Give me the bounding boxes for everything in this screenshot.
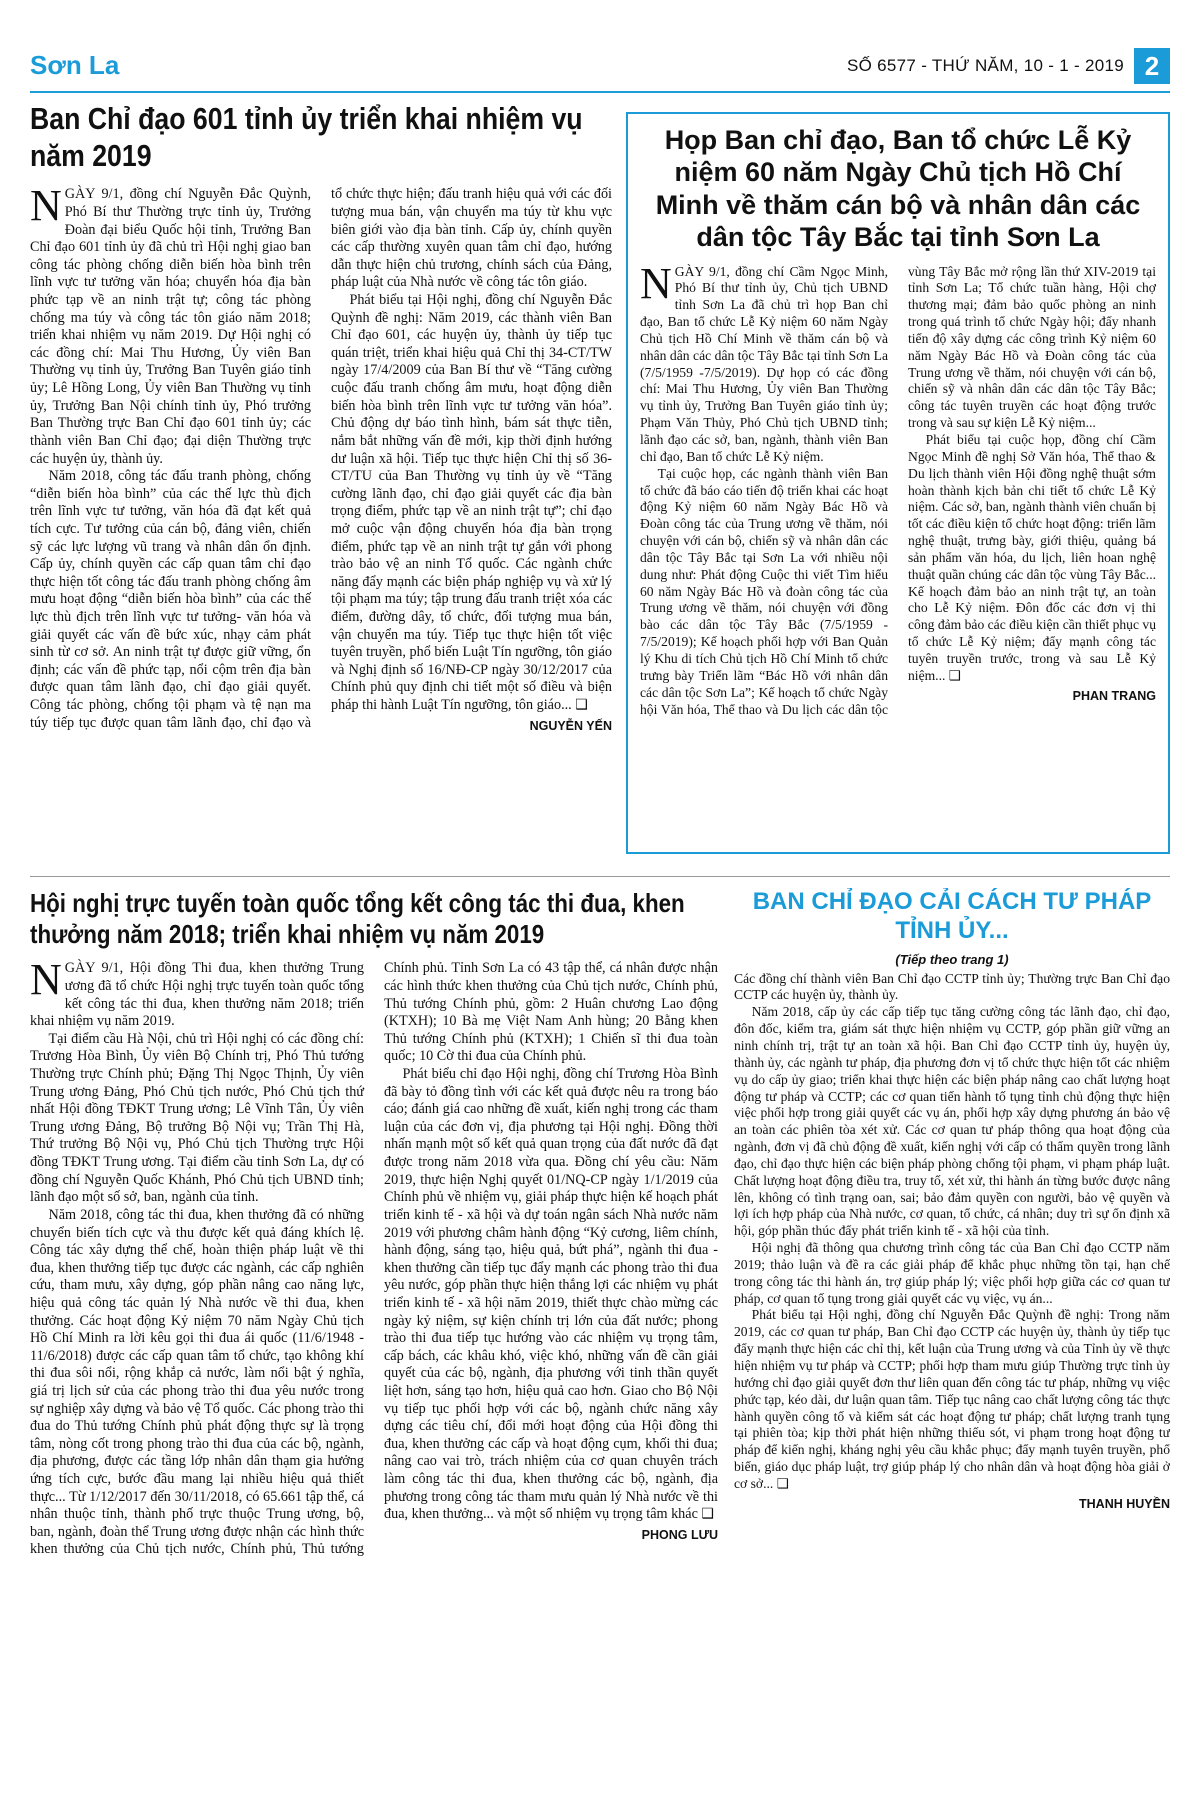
issue-date: SỐ 6577 - THỨ NĂM, 10 - 1 - 2019: [846, 56, 1124, 75]
article-1-body: [30, 181, 612, 846]
paragraph: Phát biểu chỉ đạo Hội nghị, đồng chí Trương Hòa Bình đã bày tỏ đồng tình với các kết quả được nêu ra trong báo cáo; đánh giá cao những đề xuất, kiến nghị trong các tham luận của các đơn vị, địa phương tại Hội nghị. Đồng thời nhấn mạnh một số kết quả quan trọng của đất nước đã đạt được trong năm 2018 vừa qua. Đồng chí yêu cầu: Năm 2019, thực hiện Nghị quyết 01/NQ-CP ngày 1/1/2019 của Chính phủ về nhiệm vụ, giải pháp thực hiện kế hoạch phát triển kinh tế - xã hội và dự toán ngân sách Nhà nước năm 2019 với phương châm hành động “Kỷ cương, liêm chính, hành động, sáng tạo, hiệu quả, bứt phá”, ngành thi đua - khen thưởng cần tiếp tục đẩy mạnh các phong trào thi đua yêu nước, góp phần thực hiện thắng lợi các nhiệm vụ phát triển kinh tế - xã hội năm 2019, thiết thực chào mừng các ngày kỷ niệm, sự kiện chính trị lớn của đất nước; phong trào thi đua tiếp tục hướng vào các nhiệm vụ trọng tâm, cấp bách, các khâu khó, việc khó, những vấn đề cần giải quyết của các bộ, ngành, địa phương với tinh thần quyết liệt hơn, sáng tạo hơn, hiệu quả cao hơn. Giao cho Bộ Nội vụ tiếp tục phối hợp với các bộ, ngành chức năng xây dựng các tiêu chí, đổi mới hoạt động của Hội đồng thi đua, khen thưởng các cấp và hoạt động cụm, khối thi đua; nâng cao vai trò, trách nhiệm của cơ quan chuyên trách làm công tác thi đua, khen thưởng các bộ, ngành, địa phương trong công tác tham mưu quản lý Nhà nước về thi đua, khen thưởng... và một số nhiệm vụ trọng tâm khác ❑: [384, 1066, 718, 1523]
page-header: [30, 48, 1170, 88]
section-name: Sơn La: [30, 50, 120, 80]
paragraph: Phát biểu tại Hội nghị, đồng chí Nguyễn Đắc Quỳnh đề nghị: Năm 2019, các thành viên Ban Chỉ đạo 601, các huyện ủy, thành ủy tiếp tục quán triệt, triển khai hiệu quả Chỉ thị 34-CT/TW ngày 17/4/2009 của Ban Bí thư về “Tăng cường cuộc đấu tranh chống âm mưu, hoạt động diễn biến hòa bình trên lĩnh vực tư tưởng văn hóa”. Chủ động dự báo tình hình, bám sát thực tiễn, nắm bắt những vấn đề mới, kịp thời định hướng dư luận xã hội. Tiếp tục thực hiện Chỉ thị số 36-CT/TU của Ban Thường vụ tỉnh ủy về “Tăng cường lãnh đạo, chỉ đạo giải quyết các địa bàn trọng điểm, phức tạp về an ninh trật tự”; chỉ đạo mở cuộc vận động chuyển hóa địa bàn trọng điểm, phức tạp về an ninh trật tự gắn với phong trào bảo vệ an ninh Tổ quốc. Các ngành chức năng đẩy mạnh các biện pháp nghiệp vụ và xử lý tội phạm ma túy; tập trung đấu tranh triệt xóa các điểm, đường dây, tổ chức, đối tượng mua bán, vận chuyển ma túy. Tiếp tục thực hiện tốt việc tuyên truyền, phổ biến Luật Tín ngưỡng, tôn giáo và Nghị định số 16/NĐ-CP ngày 30/12/2017 của Chính phủ quy định chi tiết một số điều và biện pháp thi hành Luật Tín ngưỡng, tôn giáo... ❑: [331, 292, 612, 714]
paragraph: Các đồng chí thành viên Ban Chỉ đạo CCTP tỉnh ủy; Thường trực Ban Chỉ đạo CCTP các huyện ủy, thành ủy.: [734, 970, 1170, 1003]
paragraph: NGÀY 9/1, đồng chí Nguyễn Đắc Quỳnh, Phó Bí thư Thường trực tỉnh ủy, Trưởng Đoàn đại biểu Quốc hội tỉnh, Trưởng Ban Chỉ đạo 601 tỉnh ủy đã chủ trì Hội nghị giao ban công tác phòng chống diễn biến hòa bình trên lĩnh vực tư tưởng văn hóa; chuyển hóa địa bàn phức tạp về an ninh trật tự; công tác phòng chống ma túy và công tác tôn giáo năm 2018; triển khai nhiệm vụ năm 2019. Dự Hội nghị có các đồng chí: Mai Thu Hương, Ủy viên Ban Thường vụ tỉnh ủy, Trưởng Ban Tuyên giáo tỉnh ủy; Lê Hồng Long, Ủy viên Ban Thường vụ tỉnh ủy, Trưởng Ban Nội chính tỉnh ủy, Phó trưởng Ban Thường trực Ban Chỉ đạo 601 tỉnh ủy; các thành viên Ban Chỉ đạo; đại diện Thường trực các huyện ủy, thành ủy.: [30, 181, 311, 467]
article-4-title: BAN CHỈ ĐẠO CẢI CÁCH TƯ PHÁP TỈNH ỦY...: [752, 888, 1152, 944]
article-ban-chi-dao-601: [30, 100, 612, 846]
paragraph: Phát biểu tại Hội nghị, đồng chí Nguyễn Đắc Quỳnh đề nghị: Trong năm 2019, các cơ quan tư pháp, Ban Chỉ đạo CCTP các huyện ủy, thành ủy tiếp tục đẩy mạnh thực hiện các chỉ thị, kết luận của Trung ương và của Tỉnh ủy về thực hiện nhiệm vụ tư pháp và CCTP; phối hợp tham mưu giúp Thường trực tỉnh ủy hướng chỉ đạo giải quyết đơn thư liên quan đến công tác tư pháp, những vụ việc phức tạp, kéo dài, dư luận quan tâm. Tiếp tục nâng cao chất lượng công tác thực hành quyền công tố và kiểm sát các hoạt động tư pháp; chất lượng tranh tụng tại phiên tòa; kịp thời phát hiện những thiếu sót, vi phạm trong hoạt động tư pháp để kiến nghị, kháng nghị yêu cầu khắc phục; đẩy mạnh tuyên truyền, phổ biến, giáo dục pháp luật, trợ giúp pháp lý cho nhân dân và hoạt động hòa giải ở cơ sở... ❑: [734, 1307, 1170, 1491]
paragraph: Năm 2018, công tác thi đua, khen thưởng đã có những chuyển biến tích cực và thu được kết quả đáng khích lệ. Công tác xây dựng thể chế, hoàn thiện pháp luật về thi đua, khen thưởng tiếp tục được các ngành, các cấp nghiên cứu, tham mưu, xây dựng, góp phần nâng cao năng lực, hiệu quả công tác quản lý Nhà nước về thi đua, khen thưởng. Các hoạt động Kỷ niệm 70 năm Ngày Chủ tịch Hồ Chí Minh ra lời kêu gọi thi đua ái quốc (11/6/1948 - 11/6/2018) được các cấp quan tâm tổ chức, tạo không khí thi đua sôi nổi, rộng khắp cả nước, làm nổi bật ý nghĩa, giá trị lịch sử của các phong trào thi đua yêu nước trong sự nghiệp xây dựng và bảo vệ Tổ quốc. Các phong trào thi đua do Thủ tướng Chính phủ phát động thực sự là trọng tâm, nòng cốt trong phong trào thi đua của các bộ, ngành, địa phương, được các tầng lớp nhân dân thạm gia hưởng ứng tích cực, bước đầu mang lại nhiều hiệu quả thiết thực... Từ 1/12/2017 đến 30/11/2018, có 65.661 tập thể, cá nhân thuộc tỉnh, thành phố trực thuộc Trung ương, bộ, ban, ngành, đoàn thể Trung ương được nhận các hình thức khen thưởng của Chủ tịch nước, Chính phủ, Thủ tướng Chính phủ. Tỉnh Sơn La có 43 tập thể, cá nhân được nhận các hình thức khen thưởng của Chủ tịch nước, Chính phủ, Thủ tướng Chính phủ, gồm: 2 Huân chương Lao động (KTXH); 10 Bà mẹ Việt Nam Anh hùng; 20 Bằng khen Thủ tướng Chính phủ (KTXH); 1 Chiến sĩ thi đua toàn quốc; 10 Cờ thi đua của Chính phủ.: [30, 960, 718, 1558]
section-divider: [30, 876, 1170, 877]
article-3-byline: PHONG LƯU: [641, 1527, 718, 1542]
article-2-byline: PHAN TRANG: [1072, 688, 1156, 703]
paragraph: Năm 2018, công tác đấu tranh phòng, chống “diễn biến hòa bình” của các thế lực thù địch trên lĩnh vực tư tưởng, văn hóa đã đạt kết quả tích cực. Tư tưởng của cán bộ, đảng viên, chiến sỹ các lực lượng vũ trang và nhân dân ổn định. Cấp ủy, chính quyền các cấp quan tâm chỉ đạo thực hiện tốt công tác đấu tranh phòng chống âm mưu hoạt động “diễn biến hòa bình” của các thế lực thù địch trên lĩnh vực tư tưởng- văn hóa và giải quyết các vấn đề bức xúc, nhạy cảm phát sinh từ cơ sở. An ninh trật tự được giữ vững, ổn định; các vấn đề phức tạp, nổi cộm trên địa bàn được quan tâm lãnh đạo, chỉ đạo giải quyết. Công tác phòng, chống tội phạm và tệ nạn ma túy tiếp tục được quan tâm lãnh đạo, chỉ đạo và tổ chức thực hiện; đấu tranh hiệu quả với các đối tượng mua bán, vận chuyển ma túy từ khu vực biên giới vào địa bàn tỉnh. Cấp ủy, chính quyền các cấp thường xuyên quan tâm chỉ đạo, hướng dẫn thực hiện chủ trương, chính sách của Đảng, pháp luật của Nhà nước về công tác tôn giáo.: [30, 186, 612, 731]
paragraph: Phát biểu tại cuộc họp, đồng chí Cầm Ngọc Minh đề nghị Sở Văn hóa, Thể thao & Du lịch thành viên Hội đồng nghệ thuật sớm hoàn thành kịch bản chi tiết tổ chức Lễ Kỷ niệm. Các sở, ban, ngành thành viên chuẩn bị tốt các điều kiện tổ chức hoạt động: triển lãm nghệ thuật, trưng bày, giới thiệu, quảng bá sản phẩm văn hóa, du lịch, liên hoan nghệ thuật quần chúng các dân tộc vùng Tây Bắc... Kế hoạch đảm bảo an ninh trật tự, an toàn cho Lễ Kỷ niệm. Đôn đốc các đơn vị thi công đảm bảo các điều kiện cần thiết phục vụ tổ chức Lễ Kỷ niệm; đẩy mạnh công tác tuyên truyền trước, trong và sau Lễ Kỷ niệm... ❑: [908, 432, 1156, 683]
article-3-title: Hội nghị trực tuyến toàn quốc tổng kết công tác thi đua, khen thưởng năm 2018; triển khai nhiệm vụ năm 2019: [30, 888, 685, 950]
paragraph: NGÀY 9/1, đồng chí Cầm Ngọc Minh, Phó Bí thư tỉnh ủy, Chủ tịch UBND tỉnh Sơn La đã chủ trì họp Ban chỉ đạo, Ban tổ chức Lễ Kỷ niệm 60 năm Ngày Chủ tịch Hồ Chí Minh về thăm cán bộ và nhân dân các dân tộc Tây Bắc tại tỉnh Sơn La (7/5/1959 -7/5/2019). Dự họp có các đồng chí: Mai Thu Hương, Ủy viên Ban Thường vụ tỉnh ủy, Trưởng Ban Tuyên giáo tỉnh ủy; Phạm Văn Thủy, Phó Chủ tịch UBND tỉnh; lãnh đạo các sở, ban, ngành, thành viên Ban chỉ đạo, Ban tổ chức Lễ Kỷ niệm.: [640, 258, 888, 464]
continued-note: (Tiếp theo trang 1): [895, 951, 1009, 967]
article-le-ky-niem-60-nam: [626, 112, 1170, 854]
paragraph: Hội nghị đã thông qua chương trình công tác của Ban Chỉ đạo CCTP năm 2019; thảo luận và đề ra các giải pháp để khắc phục những tồn tại, hạn chế trong công tác thi hành án, trợ giúp pháp lý; việc phối hợp giữa các cơ quan tư pháp, cơ quan tố tụng trong giải quyết các vụ việc, vụ án...: [734, 1240, 1170, 1306]
article-2-body: [640, 258, 1156, 824]
article-1-title: Ban Chỉ đạo 601 tỉnh ủy triển khai nhiệm vụ năm 2019: [30, 101, 583, 174]
paragraph: Năm 2018, cấp ủy các cấp tiếp tục tăng cường công tác lãnh đạo, chỉ đạo, đôn đốc, kiểm tra, giám sát thực hiện nhiệm vụ CCTP, góp phần giữ vững an ninh chính trị, trật tự an toàn xã hội. Ban Chỉ đạo CCTP tỉnh ủy, huyện ủy, thành ủy, các ngành tư pháp, địa phương đơn vị tổ chức thực hiện tốt các nhiệm vụ do cấp ủy giao; triển khai thực hiện các biện pháp nâng cao chất lượng hoạt động tư pháp và CCTP; các cơ quan tiến hành tố tụng tỉnh chủ động thực hiện việc phối hợp trong giải quyết các vụ án, phối hợp xây dựng phương án bảo vệ an toàn các phiên tòa xét xử. Các cơ quan tư pháp thông qua hoạt động của ngành, đơn vị đã chủ động đề xuất, kiến nghị với cấp có thẩm quyền trong lãnh đạo, chỉ đạo thực hiện các biện pháp phòng chống tội phạm, vi phạm pháp luật. Chất lượng hoạt động điều tra, truy tố, xét xử, thi hành án từng bước được nâng lên, không có tình trạng oan, sai; bảo đảm quyền con người, bảo vệ quyền và lợi ích hợp pháp của Nhà nước, cơ quan, tổ chức, cá nhân; duy trì sự ổn định xã hội, góp phần thúc đẩy phát triển kinh tế - xã hội của tỉnh.: [734, 1004, 1170, 1239]
article-thi-dua-khen-thuong: [30, 888, 718, 1778]
page-number: 2: [1134, 48, 1170, 84]
paragraph: Tại cuộc họp, các ngành thành viên Ban tổ chức đã báo cáo tiến độ triển khai các hoạt động Kỷ niệm 60 năm Ngày Bác Hồ và Đoàn công tác của Trung ương về thăm, nói chuyện với cán bộ, chiến sỹ và nhân dân các dân tộc Tây Bắc tại Sơn La với nhiều nội dung như: Phát động Cuộc thi viết Tìm hiểu 60 năm Ngày Bác Hồ và đoàn công tác của Trung ương về thăm, nói chuyện với đồng bào các dân tộc Tây Bắc (7/5/1959 - 7/5/2019); Kế hoạch phối hợp với Ban Quản lý Khu di tích Chủ tịch Hồ Chí Minh tổ chức trưng bày Triển lãm “Bác Hồ với nhân dân các dân tộc Sơn La”; Kế hoạch tổ chức Ngày hội Văn hóa, Thể thao và Du lịch các dân tộc vùng Tây Bắc mở rộng lần thứ XIV-2019 tại tỉnh Sơn La; Tổ chức tuần hàng, Hội chợ thương mại; đảm bảo quốc phòng an ninh trong quá trình tổ chức Ngày hội; đẩy nhanh tiến độ xây dựng các công trình Kỷ niệm 60 năm Ngày Bác Hồ và Đoàn công tác của Trung ương về thăm, nói chuyện với cán bộ, chiến sỹ và nhân dân các dân tộc Tây Bắc; công tác tuyên truyền các hoạt động trước trong và sau sự kiện Lễ Kỷ niệm...: [640, 263, 1156, 717]
article-4-byline: THANH HUYỀN: [1079, 1496, 1170, 1511]
header-rule: [30, 91, 1170, 93]
paragraph: Tại điểm cầu Hà Nội, chủ trì Hội nghị có các đồng chí: Trương Hòa Bình, Ủy viên Bộ Chính trị, Phó Thủ tướng Thường trực Chính phủ; Đặng Thị Ngọc Thịnh, Ủy viên Trung ương Đảng, Phó Chủ tịch nước, Phó Chủ tịch thứ nhất Hội đồng TĐKT Trung ương; Lê Vĩnh Tân, Ủy viên Trung ương Đảng, Bộ trưởng Bộ Nội vụ; Trần Thị Hà, Thứ trưởng Bộ Nội vụ, Phó Chủ tịch Thường trực Hội đồng TĐKT Trung ương. Tại điểm cầu tỉnh Sơn La, dự có đồng chí Nguyễn Quốc Khánh, Phó Chủ tịch UBND tỉnh; lãnh đạo một số sở, ban, ngành của tỉnh.: [30, 1030, 364, 1206]
article-4-body: [734, 971, 1170, 1778]
article-1-byline: NGUYỄN YẾN: [529, 718, 612, 733]
article-cai-cach-tu-phap: [734, 888, 1170, 1778]
paragraph: NGÀY 9/1, Hội đồng Thi đua, khen thưởng Trung ương đã tổ chức Hội nghị trực tuyến toàn quốc tổng kết công tác thi đua, khen thưởng năm 2018; triển khai nhiệm vụ năm 2019.: [30, 955, 364, 1030]
article-2-title: Họp Ban chỉ đạo, Ban tổ chức Lễ Kỷ niệm 60 năm Ngày Chủ tịch Hồ Chí Minh về thăm cán bộ và nhân dân các dân tộc Tây Bắc tại tỉnh Sơn La: [655, 125, 1141, 253]
article-3-body: [30, 955, 718, 1760]
